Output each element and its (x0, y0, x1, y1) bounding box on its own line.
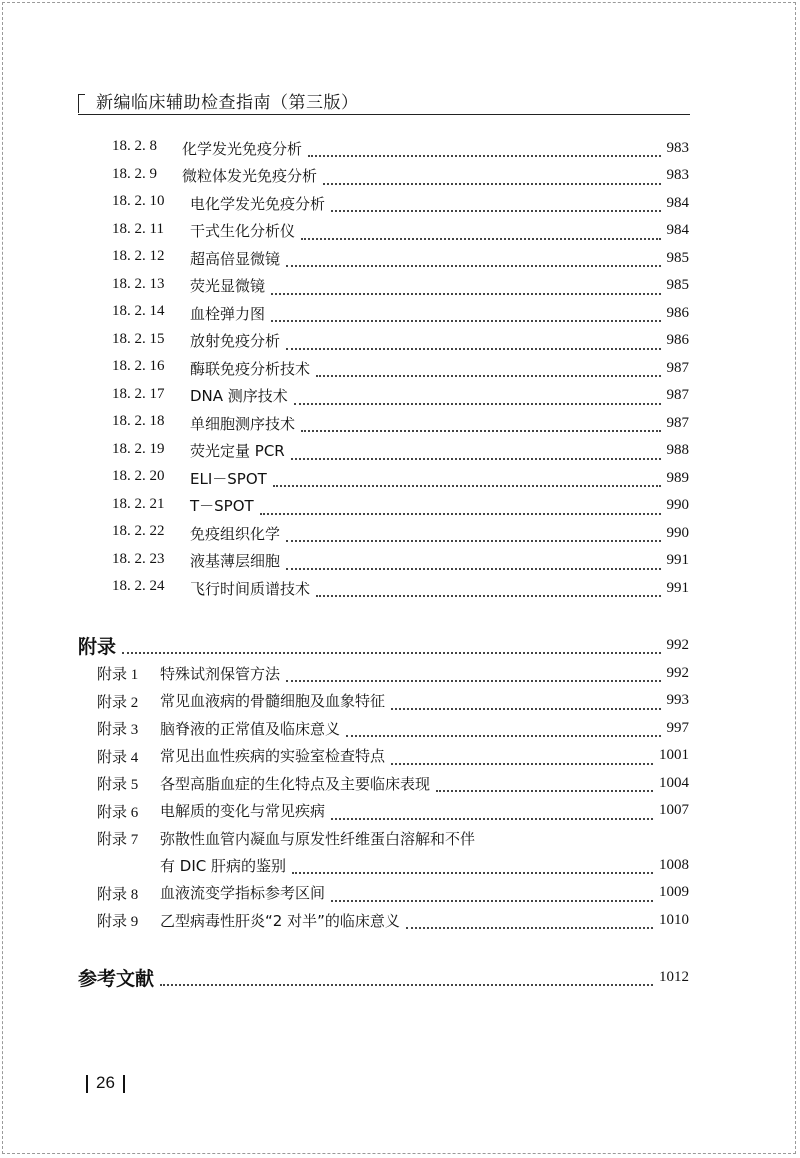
appendix-entry (0, 716, 800, 740)
dot-leader (391, 763, 653, 765)
entry-line (190, 329, 689, 353)
entry-number: 18. 2. 17 (112, 385, 165, 402)
dot-leader (286, 680, 660, 682)
footer-left-bar (86, 1075, 88, 1093)
entry-line (160, 908, 689, 932)
dot-leader (391, 708, 660, 710)
entry-number: 附录 8 (97, 886, 139, 903)
dot-leader (331, 818, 653, 820)
page-number: 26 (96, 1073, 115, 1092)
entry-title: 各型高脂血症的生化特点及主要临床表现 (160, 774, 431, 793)
dot-leader (271, 293, 660, 295)
toc-entry (0, 329, 800, 353)
entry-number: 18. 2. 23 (112, 550, 165, 567)
entry-line (160, 799, 689, 823)
entry-line (160, 716, 689, 740)
dot-leader (331, 210, 660, 212)
entry-title: ELI－SPOT (190, 469, 267, 488)
appendix-entry (0, 771, 800, 795)
entry-title: 放射免疫分析 (190, 332, 281, 350)
appendix-entry (0, 689, 800, 713)
entry-number: 18. 2. 24 (112, 578, 165, 594)
toc-entry (0, 219, 800, 243)
dot-leader (301, 430, 660, 432)
entry-title: 乙型病毒性肝炎“2 对半”的临床意义 (160, 911, 400, 930)
entry-title: 常见血液病的骨髓细胞及血象特征 (160, 692, 386, 710)
dot-leader (323, 183, 660, 185)
entry-title: 干式生化分析仪 (190, 222, 296, 240)
entry-line (190, 439, 689, 463)
entry-title: 免疫组织化学 (190, 524, 281, 543)
entry-line (160, 661, 689, 685)
entry-number: 18. 2. 8 (112, 138, 157, 154)
dot-leader (316, 595, 660, 597)
dot-leader (260, 513, 661, 515)
entry-line (160, 826, 689, 850)
dot-leader (316, 375, 660, 377)
entry-line (182, 136, 689, 160)
book-title: 新编临床辅助检查指南（第三版） (96, 93, 359, 113)
entry-number: 附录 7 (97, 832, 139, 848)
entry-page: 983 (666, 167, 689, 183)
entry-number: 18. 2. 14 (112, 303, 165, 319)
dot-leader (346, 735, 660, 737)
entry-line (190, 384, 689, 408)
toc-entry (0, 549, 800, 573)
entry-title: 血液流变学指标参考区间 (160, 884, 326, 902)
entry-page: 993 (666, 692, 689, 708)
entry-number: 18. 2. 22 (112, 523, 165, 539)
entry-page: 988 (666, 442, 689, 458)
dot-leader (291, 458, 661, 460)
running-header (78, 88, 690, 115)
appendix-entry (0, 744, 800, 768)
entry-page: 1012 (659, 968, 689, 985)
page-footer (78, 1073, 133, 1093)
dot-leader (436, 790, 653, 792)
toc-entry (0, 136, 800, 160)
dot-leader (406, 927, 653, 929)
entry-title: 血栓弹力图 (190, 304, 266, 323)
entry-number: 附录 5 (97, 777, 139, 793)
entry-title: 飞行时间质谱技术 (190, 579, 311, 598)
appendix-entry (0, 799, 800, 823)
appendix-entry (0, 661, 800, 685)
entry-title: 电化学发光免疫分析 (190, 194, 326, 213)
entry-line (190, 494, 689, 518)
entry-page: 987 (666, 414, 689, 431)
entry-page: 986 (666, 332, 689, 348)
entry-title: 荧光显微镜 (190, 277, 266, 295)
toc-entry (0, 164, 800, 188)
toc-entry (0, 466, 800, 490)
entry-page: 983 (666, 139, 689, 156)
toc-entry (0, 494, 800, 518)
entry-title: 液基薄层细胞 (190, 552, 281, 570)
entry-page: 1007 (659, 802, 689, 818)
entry-title: T－SPOT (190, 497, 254, 515)
entry-number: 18. 2. 20 (112, 468, 165, 484)
toc-entry (0, 274, 800, 298)
entry-title: 特殊试剂保管方法 (160, 664, 281, 683)
dot-leader (294, 403, 661, 405)
entry-line (78, 633, 689, 657)
entry-title: 脑脊液的正常值及临床意义 (160, 719, 341, 738)
entry-line (160, 853, 689, 877)
entry-number: 附录 6 (97, 804, 139, 821)
entry-number: 18. 2. 16 (112, 358, 165, 374)
dot-leader (286, 348, 660, 350)
entry-number: 18. 2. 12 (112, 248, 165, 264)
entry-line (190, 356, 689, 380)
entry-line (190, 411, 689, 435)
toc-entry (0, 191, 800, 215)
entry-number: 18. 2. 13 (112, 275, 165, 292)
entry-page: 986 (666, 304, 689, 321)
toc-entry (0, 439, 800, 463)
entry-number: 18. 2. 19 (112, 440, 165, 457)
dot-leader (292, 872, 653, 874)
dot-leader (271, 320, 660, 322)
entry-page: 985 (666, 249, 689, 266)
dot-leader (301, 238, 660, 240)
entry-page: 987 (666, 387, 689, 403)
appendix-entry (0, 826, 800, 850)
entry-title: DNA 测序技术 (190, 387, 288, 405)
entry-title: 常见出血性疾病的实验室检查特点 (160, 747, 386, 765)
entry-page: 1001 (659, 747, 689, 763)
entry-page: 984 (666, 194, 689, 211)
entry-number: 18. 2. 11 (112, 220, 164, 237)
entry-number: 18. 2. 10 (112, 193, 165, 209)
entry-page: 991 (666, 579, 689, 596)
entry-line (190, 466, 689, 490)
entry-page: 984 (666, 222, 689, 238)
dot-leader (331, 900, 653, 902)
entry-line (160, 689, 689, 713)
entry-line (160, 771, 689, 795)
entry-page: 1010 (659, 911, 689, 928)
entry-page: 985 (666, 277, 689, 293)
entry-line (190, 301, 689, 325)
entry-page: 990 (666, 524, 689, 541)
appendix-entry-continued (0, 853, 800, 877)
entry-title: 荧光定量 PCR (190, 442, 285, 460)
entry-title: 单细胞测序技术 (190, 414, 296, 433)
entry-title: 弥散性血管内凝血与原发性纤维蛋白溶解和不伴 (160, 829, 476, 848)
dot-leader (273, 485, 661, 487)
entry-title: 附录 (78, 635, 117, 658)
entry-title: 超高倍显微镜 (190, 249, 281, 268)
entry-page: 1008 (659, 856, 689, 873)
entry-page: 992 (666, 636, 689, 653)
entry-title: 电解质的变化与常见疾病 (160, 802, 326, 820)
entry-title: 有 DIC 肝病的鉴别 (160, 856, 286, 875)
entry-page: 987 (666, 359, 689, 376)
appendix-heading (0, 633, 800, 657)
entry-line (190, 576, 689, 600)
toc-entry (0, 576, 800, 600)
entry-page: 991 (666, 552, 689, 568)
dot-leader (122, 652, 660, 654)
entry-line (190, 274, 689, 298)
appendix-entry (0, 881, 800, 905)
entry-number: 附录 1 (97, 667, 139, 683)
entry-title: 微粒体发光免疫分析 (182, 167, 318, 185)
entry-page: 989 (666, 469, 689, 486)
entry-title: 参考文献 (78, 967, 155, 990)
entry-line (190, 521, 689, 545)
footer-right-bar (123, 1075, 125, 1093)
dot-leader (286, 540, 660, 542)
toc-entry (0, 356, 800, 380)
entry-page: 1009 (659, 884, 689, 900)
entry-page: 990 (666, 497, 689, 513)
toc-entry (0, 246, 800, 270)
entry-number: 附录 9 (97, 914, 139, 930)
dot-leader (286, 265, 660, 267)
toc-entry (0, 384, 800, 408)
entry-page: 992 (666, 664, 689, 681)
entry-title: 化学发光免疫分析 (182, 139, 303, 158)
references-heading (0, 965, 800, 989)
appendix-entry (0, 908, 800, 932)
entry-number: 18. 2. 18 (112, 413, 165, 429)
entry-number: 附录 4 (97, 749, 139, 766)
entry-title: 酶联免疫分析技术 (190, 359, 311, 378)
entry-line (160, 881, 689, 905)
entry-number: 18. 2. 21 (112, 495, 165, 512)
header-corner-mark (78, 94, 85, 113)
toc-entry (0, 411, 800, 435)
entry-page: 1004 (659, 774, 689, 791)
entry-line (190, 191, 689, 215)
toc-entry (0, 301, 800, 325)
toc-entry (0, 521, 800, 545)
dot-leader (160, 984, 653, 986)
entry-page: 997 (666, 719, 689, 736)
entry-number: 附录 2 (97, 694, 139, 711)
entry-number: 18. 2. 9 (112, 165, 157, 182)
dot-leader (286, 568, 660, 570)
entry-line (182, 164, 689, 188)
entry-line (190, 549, 689, 573)
dot-leader (308, 155, 660, 157)
entry-number: 18. 2. 15 (112, 330, 165, 347)
entry-line (78, 965, 689, 989)
entry-line (190, 219, 689, 243)
entry-number: 附录 3 (97, 722, 139, 738)
entry-line (160, 744, 689, 768)
entry-line (190, 246, 689, 270)
